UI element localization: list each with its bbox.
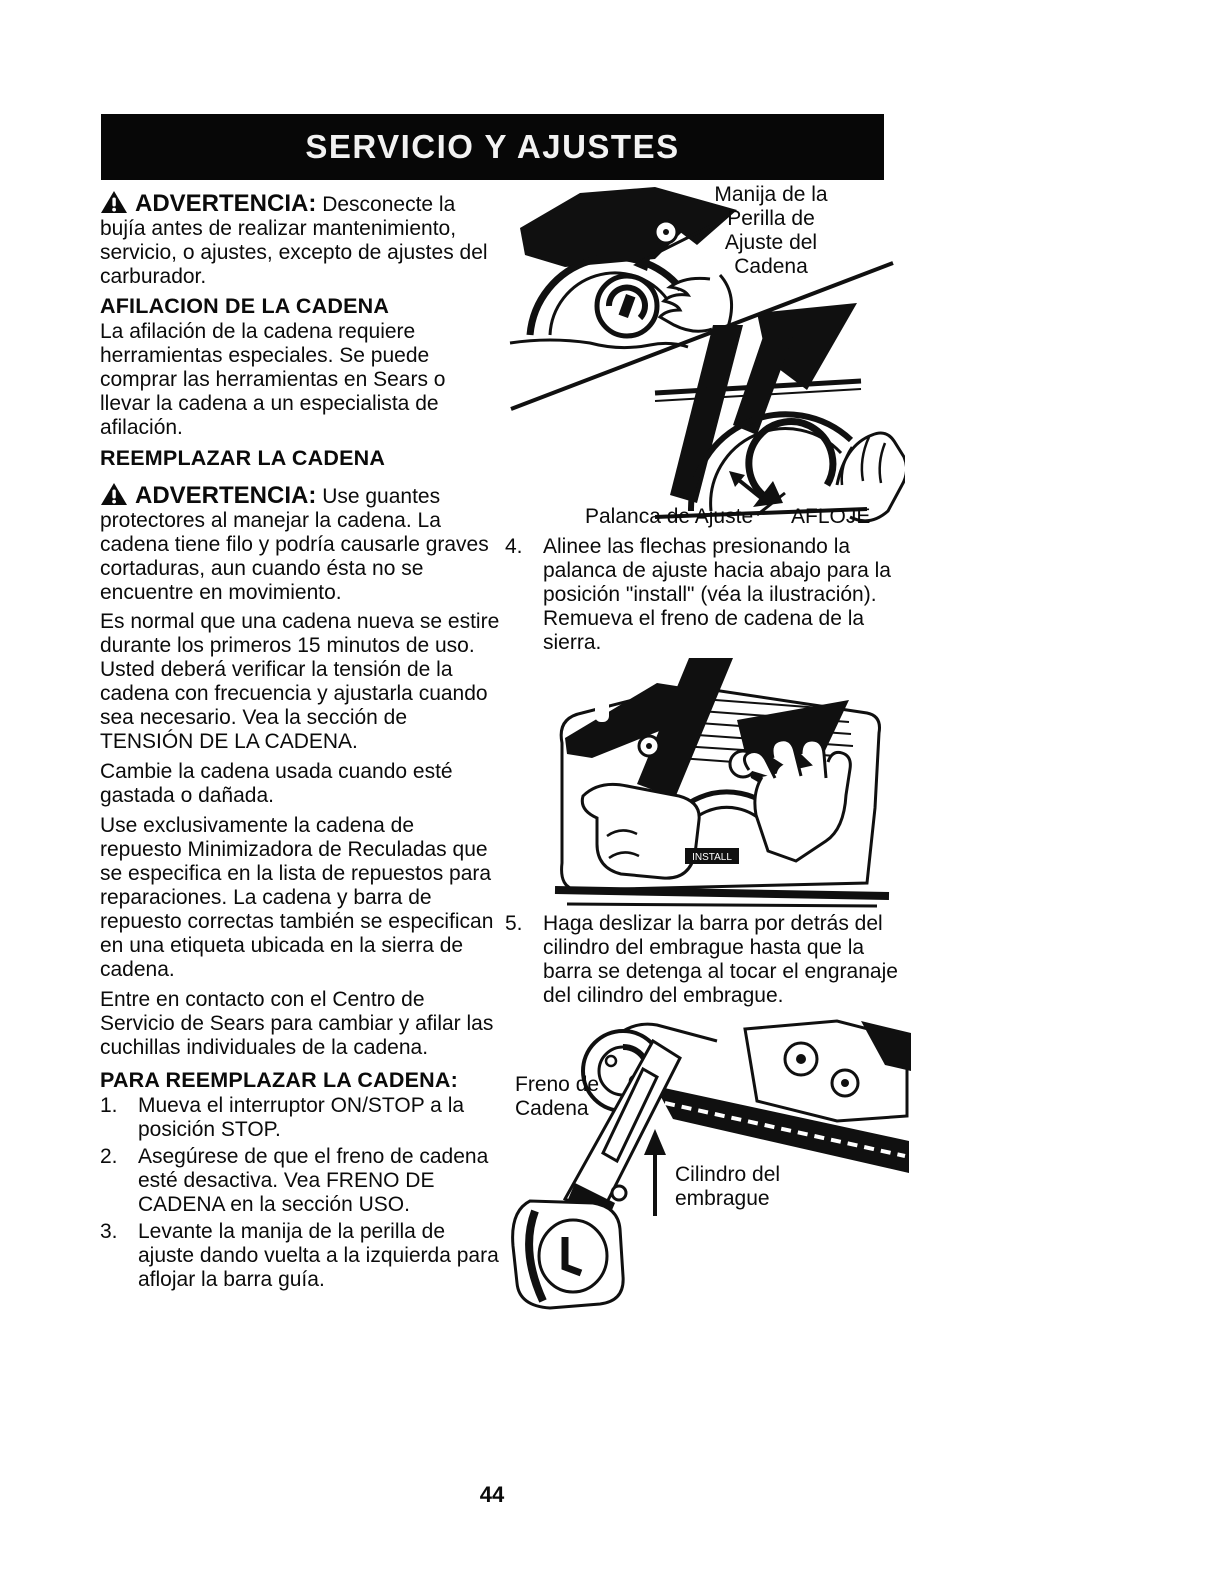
warning-paragraph-2 <box>100 482 500 605</box>
step-text: Haga deslizar la barra por detrás del cilindro del embrague hasta que la barra se detenga al tocar el engranaje del cilindro del embrague. <box>543 912 898 1007</box>
heading-reemplazar: REEMPLAZAR LA CADENA <box>100 446 386 470</box>
loosen-label: AFLOJE <box>791 505 871 528</box>
right-column <box>505 183 911 1311</box>
knob-label-line: Manija de la <box>714 183 828 206</box>
install-tag-label: INSTALL <box>692 852 732 863</box>
heading-para-reemplazar: PARA REEMPLAZAR LA CADENA: <box>100 1068 458 1092</box>
section-title: SERVICIO Y AJUSTES <box>305 128 680 165</box>
step-text: Mueva el interruptor ON/STOP a la posición STOP. <box>138 1094 465 1141</box>
chain-brake-illustration <box>505 1011 911 1311</box>
step-item-4 <box>505 535 911 655</box>
warning-label: ADVERTENCIA: <box>135 190 317 217</box>
figure-chain-brake <box>505 1011 911 1311</box>
step-text: Asegúrese de que el freno de cadena esté desactiva. Vea FRENO DE CADENA en la sección USO. <box>138 1145 489 1216</box>
warning-label: ADVERTENCIA: <box>135 482 317 509</box>
step-item-5 <box>505 912 911 1008</box>
step-number: 3. <box>100 1220 118 1243</box>
warning-triangle-icon <box>100 190 128 214</box>
knob-label-line: Ajuste del <box>724 231 818 254</box>
clutch-drum-label <box>675 1163 780 1211</box>
step-number: 2. <box>100 1145 118 1168</box>
step-text: Alinee las flechas presionando la palanca de ajuste hacia abajo para la posición "install" (véa la ilustración). Remueva el freno de cadena de la sierra. <box>543 535 891 654</box>
paragraph-repuesto: Use exclusivamente la cadena de repuesto Minimizadora de Reculadas que se especifica en la lista de repuestos para reparaciones. La cadena y barra de repuesto correctas también se especifican en una etiqueta ubicada en la sierra de cadena. <box>100 814 494 981</box>
left-column <box>100 190 500 1295</box>
brake-label-line: Freno de <box>515 1073 600 1096</box>
figure-adjusting-knob <box>505 183 911 535</box>
clutch-drum-label-line: Cilindro del <box>675 1163 781 1186</box>
step-item-2 <box>100 1145 500 1217</box>
step-number: 1. <box>100 1094 118 1117</box>
section-header-bar <box>101 114 884 180</box>
paragraph-tension: Es normal que una cadena nueva se estire durante los primeros 15 minutos de uso. Usted deberá verificar la tensión de la cadena con frecuencia y ajustarla cuando sea necesario. Vea la sección de TENSIÓN DE LA CADENA. <box>100 610 500 753</box>
paragraph-sears: Entre en contacto con el Centro de Servicio de Sears para cambiar y afilar las cuchillas individuales de la cadena. <box>100 988 494 1059</box>
step-item-3 <box>100 1220 500 1292</box>
heading-afilacion: AFILACION DE LA CADENA <box>100 294 390 318</box>
clutch-drum-label-line: embrague <box>675 1187 770 1210</box>
step-number: 5. <box>505 912 523 935</box>
procedure-steps <box>100 1094 500 1292</box>
chainsaw-install-illustration <box>537 658 907 910</box>
brake-label <box>515 1073 599 1121</box>
figure-install-position <box>505 658 911 912</box>
brake-label-line: Cadena <box>515 1097 589 1120</box>
chainsaw-knob-illustration <box>505 183 905 533</box>
paragraph-afilacion: La afilación de la cadena requiere herramientas especiales. Se puede comprar las herramientas en Sears o llevar la cadena a un especialista de afilación. <box>100 320 446 439</box>
warning-text: Use guantes protectores al manejar la cadena. La cadena tiene filo y podría causarle graves cortaduras, aun cuando ésta no se encuentre en movimiento. <box>100 485 489 604</box>
warning-triangle-icon <box>100 482 128 506</box>
step-text: Levante la manija de la perilla de ajuste dando vuelta a la izquierda para aflojar la barra guía. <box>138 1220 499 1291</box>
knob-label-line: Perilla de <box>727 207 815 230</box>
step-number: 4. <box>505 535 523 558</box>
knob-label <box>707 183 835 279</box>
warning-paragraph-1 <box>100 190 500 289</box>
paragraph-cambie: Cambie la cadena usada cuando esté gastada o dañada. <box>100 760 453 807</box>
page-number: 44 <box>479 1482 505 1507</box>
lever-label: Palanca de Ajuste <box>585 505 754 528</box>
warning-text: Desconecte la bujía antes de realizar mantenimiento, servicio, o ajustes, excepto de ajustes del carburador. <box>100 193 488 288</box>
knob-label-line: Cadena <box>734 255 808 278</box>
step-item-1 <box>100 1094 500 1142</box>
